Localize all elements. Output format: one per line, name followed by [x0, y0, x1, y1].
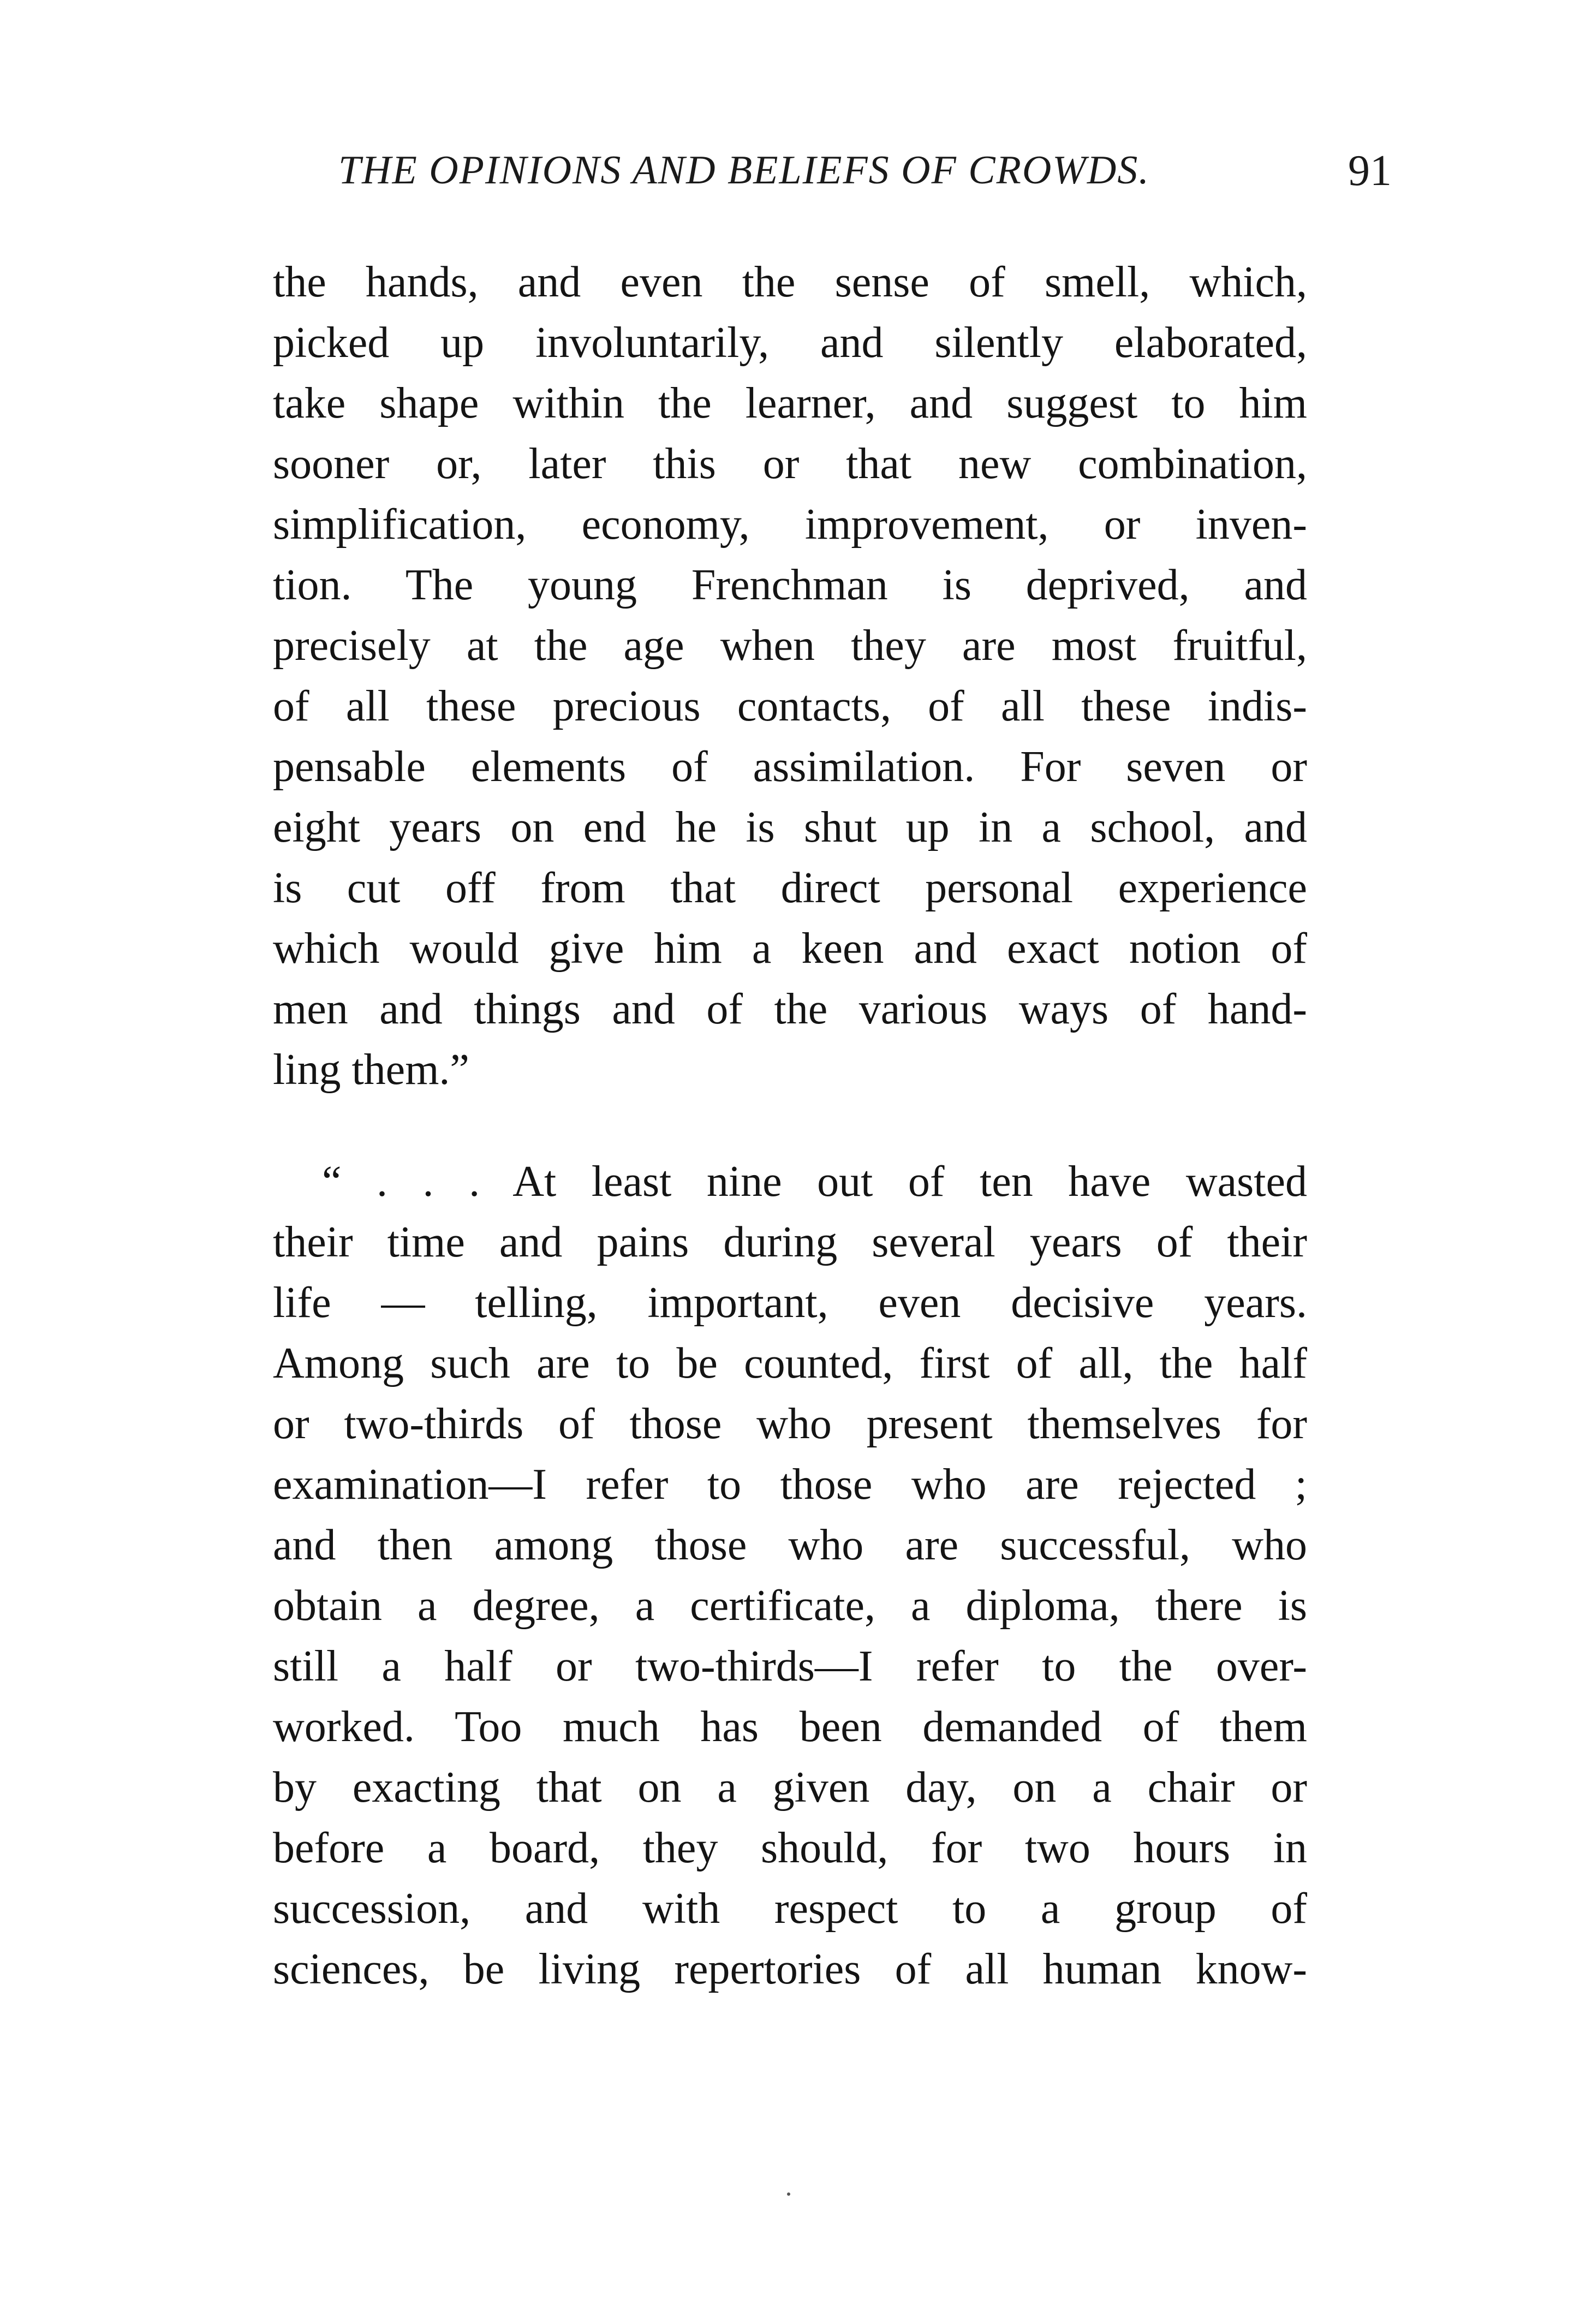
- text-line: Among such are to be counted, first of all, the half: [273, 1339, 1307, 1387]
- text-line: which would give him a keen and exact notion of: [273, 925, 1307, 973]
- text-line: or two-thirds of those who present themselves for: [273, 1400, 1307, 1448]
- text-line: life — telling, important, even decisive years.: [273, 1279, 1307, 1327]
- text-line: simplification, economy, improvement, or inven-: [273, 500, 1307, 549]
- text-line: and then among those who are successful, who: [273, 1521, 1307, 1569]
- text-line: worked. Too much has been demanded of them: [273, 1703, 1307, 1751]
- text-line: is cut off from that direct personal experience: [273, 864, 1307, 912]
- text-line: the hands, and even the sense of smell, which,: [273, 258, 1307, 306]
- text-line: ling them.”: [273, 1046, 469, 1094]
- text-line: obtain a degree, a certificate, a diploma, there is: [273, 1582, 1307, 1630]
- text-line: take shape within the learner, and suggest to him: [273, 379, 1307, 427]
- running-head: THE OPINIONS AND BELIEFS OF CROWDS.: [338, 148, 1150, 193]
- paragraph-2: [273, 1152, 1307, 2000]
- text-line: still a half or two-thirds—I refer to the over-: [273, 1642, 1307, 1690]
- print-speck: [787, 2192, 790, 2196]
- page-number: 91: [1348, 147, 1392, 195]
- text-line: tion. The young Frenchman is deprived, and: [273, 561, 1307, 609]
- text-line: men and things and of the various ways of hand-: [273, 985, 1307, 1033]
- text-line: succession, and with respect to a group of: [273, 1885, 1307, 1933]
- text-line: eight years on end he is shut up in a school, and: [273, 803, 1307, 851]
- text-line: before a board, they should, for two hours in: [273, 1824, 1307, 1872]
- text-line: picked up involuntarily, and silently elaborated,: [273, 319, 1307, 367]
- text-line: of all these precious contacts, of all these indis-: [273, 682, 1307, 730]
- text-line: precisely at the age when they are most fruitful,: [273, 622, 1307, 670]
- text-line: pensable elements of assimilation. For seven or: [273, 743, 1307, 791]
- text-line: by exacting that on a given day, on a chair or: [273, 1763, 1307, 1811]
- paragraph-1: [273, 252, 1307, 1100]
- text-line: “ . . . At least nine out of ten have wasted: [322, 1158, 1307, 1206]
- text-line: sciences, be living repertories of all human know-: [273, 1945, 1307, 1993]
- text-line: sooner or, later this or that new combination,: [273, 440, 1307, 488]
- text-line: examination—I refer to those who are rejected ;: [273, 1461, 1307, 1509]
- text-line: their time and pains during several years of their: [273, 1218, 1307, 1266]
